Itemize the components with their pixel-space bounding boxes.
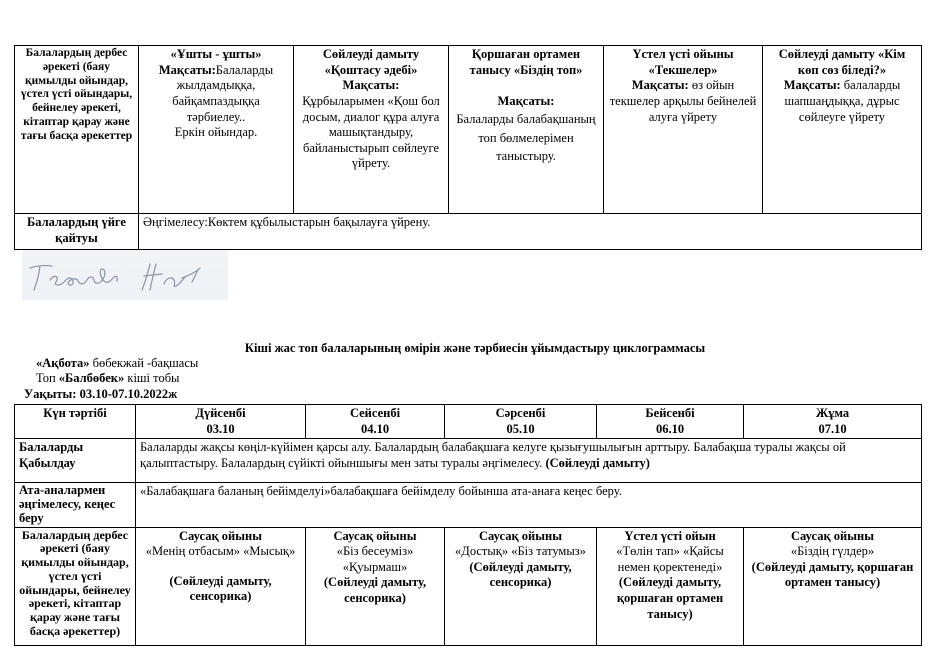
goal-label: Мақсаты: — [497, 94, 555, 109]
activity-cell — [294, 46, 449, 214]
table-row — [15, 214, 922, 250]
activity-title: Саусақ ойыны — [791, 528, 874, 543]
day-name: Дүйсенбі — [195, 406, 246, 420]
group-line — [36, 371, 179, 387]
activity-area: (Сөйлеуді дамыту, сенсорика) — [169, 573, 272, 604]
day-date: 07.10 — [818, 421, 847, 436]
reception-area: (Сөйлеуді дамыту) — [545, 455, 650, 470]
row-label: Балаларды Қабылдау — [15, 439, 136, 483]
activity-goal — [767, 78, 917, 125]
day-activity — [136, 527, 306, 645]
activity-title: Үстел үсті ойыны «Текшелер» — [632, 47, 734, 77]
day-header — [306, 405, 445, 439]
goal-text: өз ойын текшелер арқылы бейнелей алуға үйрету — [609, 78, 757, 124]
kindergarten-suffix: бөбекжай -бақшасы — [89, 356, 199, 370]
activity-games: «Біз бесеуміз» «Қуырмаш» — [336, 544, 414, 574]
table-row — [15, 483, 922, 527]
activity-area: (Сөйлеуді дамыту, қоршаған ортамен танысу) — [751, 559, 914, 590]
top-activity-table — [14, 45, 922, 250]
day-date: 03.10 — [206, 421, 235, 436]
row-label: Ата-аналармен әңгімелесу, кеңес беру — [15, 483, 136, 527]
activity-title: Саусақ ойыны — [333, 528, 417, 543]
activity-goal — [608, 78, 758, 125]
goal-text: Балаларды жылдамдыққа, байқампаздыққа тәрбиелеу.. — [172, 62, 274, 124]
activity-title: «Ұшты - ұшты» — [170, 47, 262, 61]
signature-stamp — [22, 250, 228, 300]
period-line: Уақыты: 03.10-07.10.2022ж — [24, 387, 178, 401]
row-label-text: Балалардың дербес әрекеті (баяу қимылды ойындар, үстел үсті ойындары, бейнелеу әрекеті, кітаптар қарау және тағы басқа әрекеттер — [20, 47, 133, 142]
goal-label: Мақсаты: — [631, 78, 689, 93]
row-label: Балалардың үйге қайтуы — [15, 214, 139, 250]
day-header — [744, 405, 922, 439]
activity-cell — [763, 46, 922, 214]
activity-title: Саусақ ойыны — [479, 528, 562, 543]
day-header — [445, 405, 597, 439]
table-row — [15, 439, 922, 483]
day-activity — [445, 527, 597, 645]
goal-label: Мақсаты: — [783, 78, 841, 93]
day-date: 05.10 — [506, 421, 535, 436]
row-label: Балалардың дербес әрекеті (баяу қимылды ойындар, үстел үсті ойындары, бейнелеу әрекеті, кітаптар қарау және тағы басқа әрекеттер) — [15, 527, 136, 645]
table-row — [15, 527, 922, 645]
header-label: Күн тәртібі — [15, 405, 136, 439]
day-name: Сәрсенбі — [495, 406, 546, 420]
table-row — [15, 405, 922, 439]
group-prefix: Топ — [36, 371, 59, 385]
activity-area: (Сөйлеуді дамыту, сенсорика) — [469, 559, 572, 590]
activity-cell — [604, 46, 763, 214]
activity-title: Саусақ ойыны — [179, 528, 262, 543]
kindergarten-name: «Ақбота» — [36, 356, 90, 370]
goal-text: Құрбыларымен «Қош бол досым, диалог құра алуға машықтандыру, байланыстырып сөйлеуге үйрету. — [302, 93, 440, 171]
goal-text: балаларды шапшаңдыққа, дұрыс сөйлеуге үйрету — [784, 78, 901, 124]
day-name: Жұма — [815, 406, 850, 420]
group-name: «Балбөбек» — [58, 371, 125, 385]
row-label — [15, 46, 139, 214]
activity-area: (Сөйлеуді дамыту, сенсорика) — [323, 575, 427, 605]
activity-title: Үстел үсті ойын — [624, 528, 716, 543]
activity-area: (Сөйлеуді дамыту, қоршаған ортамен танысу) — [616, 575, 724, 621]
group-suffix: кіші тобы — [124, 371, 180, 385]
activity-goal — [143, 63, 289, 126]
page-title: Кіші жас топ балаларының өмірін және тәрбиесін ұйымдастыру циклограммасы — [244, 341, 706, 355]
activity-title: Қоршаған ортамен танысу «Біздің топ» — [469, 47, 583, 77]
day-activity — [744, 527, 922, 645]
row-text — [136, 439, 922, 483]
activity-cell — [139, 46, 294, 214]
activity-games: «Менің отбасым» «Мысық» — [145, 544, 296, 559]
row-text: «Балабақшаға баланың бейімделуі»балабақшаға бейімделу бойынша ата-анаға кеңес беру. — [136, 483, 922, 527]
schedule-table — [14, 404, 922, 646]
activity-title: Сөйлеуді дамыту «Қоштасу әдебі» — [322, 47, 420, 77]
table-row — [15, 46, 922, 214]
kindergarten-line — [36, 356, 198, 372]
day-name: Бейсенбі — [645, 406, 695, 420]
activity-games: «Достық» «Біз татумыз» — [455, 544, 586, 559]
activity-games: «Төлін тап» «Қайсы немен қоректенеді» — [616, 544, 724, 574]
goal-label: Мақсаты: — [158, 62, 216, 77]
activity-games: «Біздің гүлдер» — [790, 544, 875, 559]
row-text: Әңгімелесу:Көктем құбылыстарын бақылауға үйрену. — [139, 214, 922, 250]
day-activity — [597, 527, 744, 645]
day-date: 04.10 — [360, 421, 390, 436]
day-header — [597, 405, 744, 439]
day-date: 06.10 — [655, 421, 685, 436]
activity-cell — [449, 46, 604, 214]
day-activity — [306, 527, 445, 645]
reception-text: Балаларды жақсы көңіл-күйімен қарсы алу. Балалардың балабақшаға келуге қызығушылығын арттыру. Балабақша туралы жақсы ой қалыптастыру. Балалардың сүйікті ойыншығы мен заты туралы әңгімелесу. — [140, 440, 846, 470]
activity-title: Сөйлеуді дамыту «Кім көп сөз біледі?» — [778, 47, 906, 77]
activity-extra: Еркін ойындар. — [174, 125, 258, 140]
signature-image — [22, 250, 228, 300]
day-name: Сейсенбі — [349, 406, 401, 420]
goal-label: Мақсаты: — [342, 78, 400, 93]
day-header — [136, 405, 306, 439]
goal-text: Балаларды балабақшаның топ бөлмелерімен таныстыру. — [456, 111, 596, 164]
